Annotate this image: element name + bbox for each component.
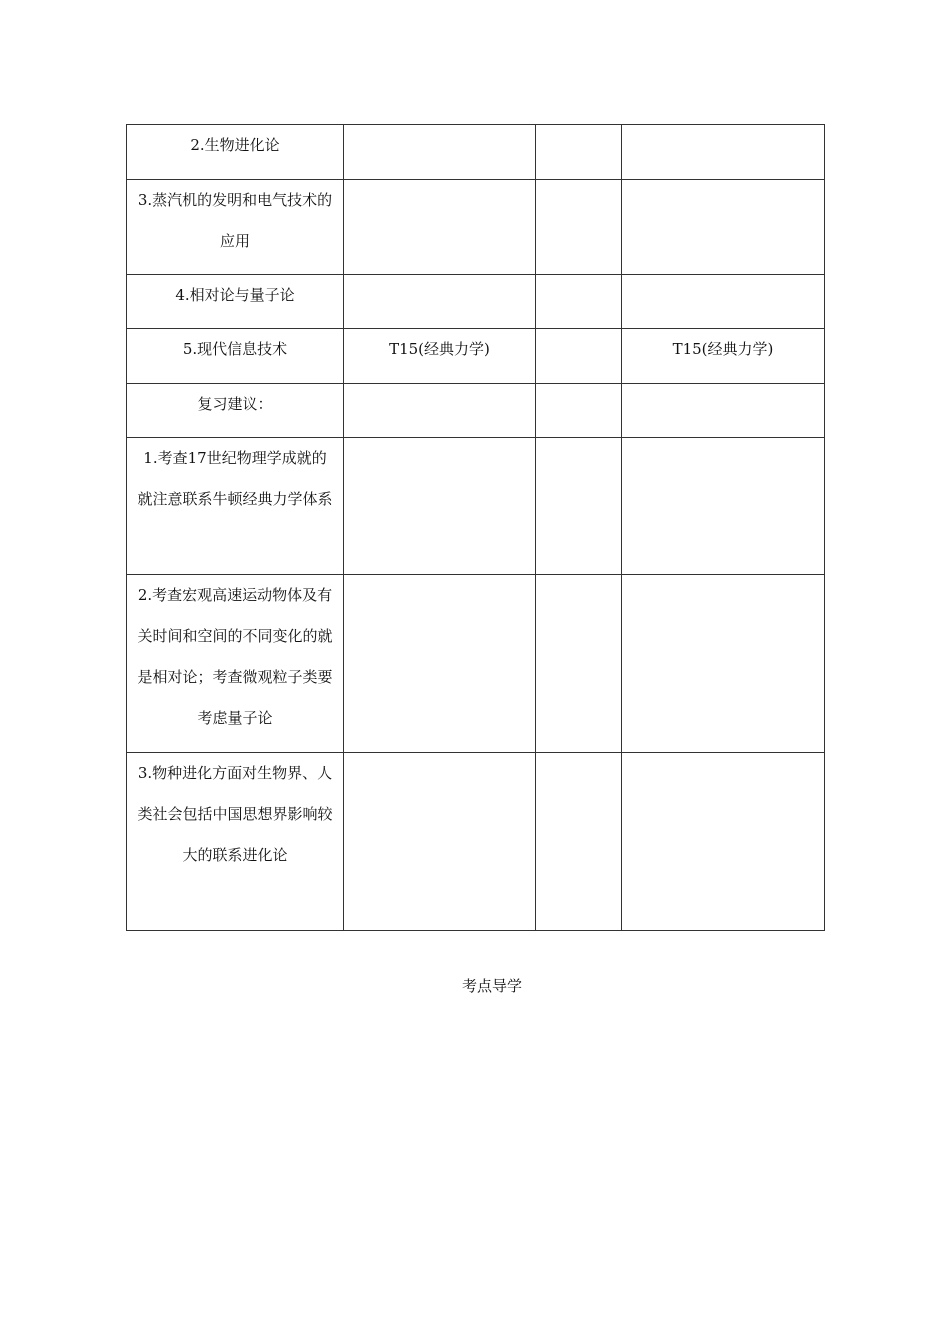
table-cell <box>127 575 344 753</box>
table-cell <box>536 384 622 438</box>
cell-text: 1.考查17世纪物理学成就的就注意联系牛顿经典力学体系 <box>137 449 333 508</box>
table-cell <box>622 180 825 275</box>
table-cell <box>536 329 622 384</box>
table-cell <box>344 180 536 275</box>
cell-text <box>536 569 621 575</box>
table-row <box>127 329 825 384</box>
table-cell <box>344 753 536 931</box>
table-cell <box>536 575 622 753</box>
table-cell <box>127 438 344 575</box>
table-cell <box>536 438 622 575</box>
table-cell <box>344 275 536 329</box>
cell-text <box>344 174 535 180</box>
cell-text <box>536 747 621 753</box>
table-row <box>127 438 825 575</box>
cell-text <box>536 323 621 329</box>
cell-text <box>622 269 824 275</box>
table-row <box>127 384 825 438</box>
section-title: 考点导学 <box>461 977 522 995</box>
cell-text <box>344 269 535 275</box>
table-cell <box>344 575 536 753</box>
table-cell <box>622 575 825 753</box>
cell-text: 复习建议： <box>197 395 273 413</box>
cell-text <box>622 747 824 753</box>
table-cell <box>127 384 344 438</box>
cell-text <box>536 378 621 384</box>
table-cell <box>344 329 536 384</box>
cell-text: T15(经典力学) <box>672 340 774 358</box>
cell-text <box>344 432 535 438</box>
table-row <box>127 575 825 753</box>
cell-text: 2.考查宏观高速运动物体及有关时间和空间的不同变化的就是相对论；考查微观粒子类要考虑量子论 <box>137 586 333 727</box>
table-cell <box>127 125 344 180</box>
cell-text <box>536 269 621 275</box>
cell-text: 4.相对论与量子论 <box>175 286 295 304</box>
cell-text <box>622 174 824 180</box>
cell-text: 2.生物进化论 <box>190 136 280 154</box>
cell-text: 5.现代信息技术 <box>182 340 288 358</box>
cell-text <box>344 569 535 575</box>
table-cell <box>536 275 622 329</box>
table-cell <box>622 275 825 329</box>
table-row <box>127 180 825 275</box>
table-cell <box>622 753 825 931</box>
cell-text <box>344 378 535 384</box>
cell-text <box>344 119 535 125</box>
table-cell <box>127 275 344 329</box>
table-cell <box>536 125 622 180</box>
table-cell <box>127 753 344 931</box>
cell-text <box>622 569 824 575</box>
cell-text: 3.物种进化方面对生物界、人类社会包括中国思想界影响较大的联系进化论 <box>137 764 333 864</box>
table-row <box>127 275 825 329</box>
cell-text <box>622 432 824 438</box>
cell-text <box>622 378 824 384</box>
table-row <box>127 753 825 931</box>
table-cell <box>622 125 825 180</box>
content-table <box>126 124 825 931</box>
table-cell <box>344 384 536 438</box>
cell-text: T15(经典力学) <box>389 340 490 358</box>
table-cell <box>622 384 825 438</box>
cell-text <box>344 747 535 753</box>
cell-text <box>536 119 621 125</box>
cell-text: 3.蒸汽机的发明和电气技术的应用 <box>137 191 333 250</box>
cell-text <box>536 432 621 438</box>
table-row <box>127 125 825 180</box>
table-cell <box>622 438 825 575</box>
table-cell <box>344 125 536 180</box>
table-cell <box>344 438 536 575</box>
table-cell <box>536 753 622 931</box>
table-cell <box>622 329 825 384</box>
table-cell <box>536 180 622 275</box>
cell-text <box>536 174 621 180</box>
table-cell <box>127 180 344 275</box>
table-cell <box>127 329 344 384</box>
cell-text <box>622 119 824 125</box>
